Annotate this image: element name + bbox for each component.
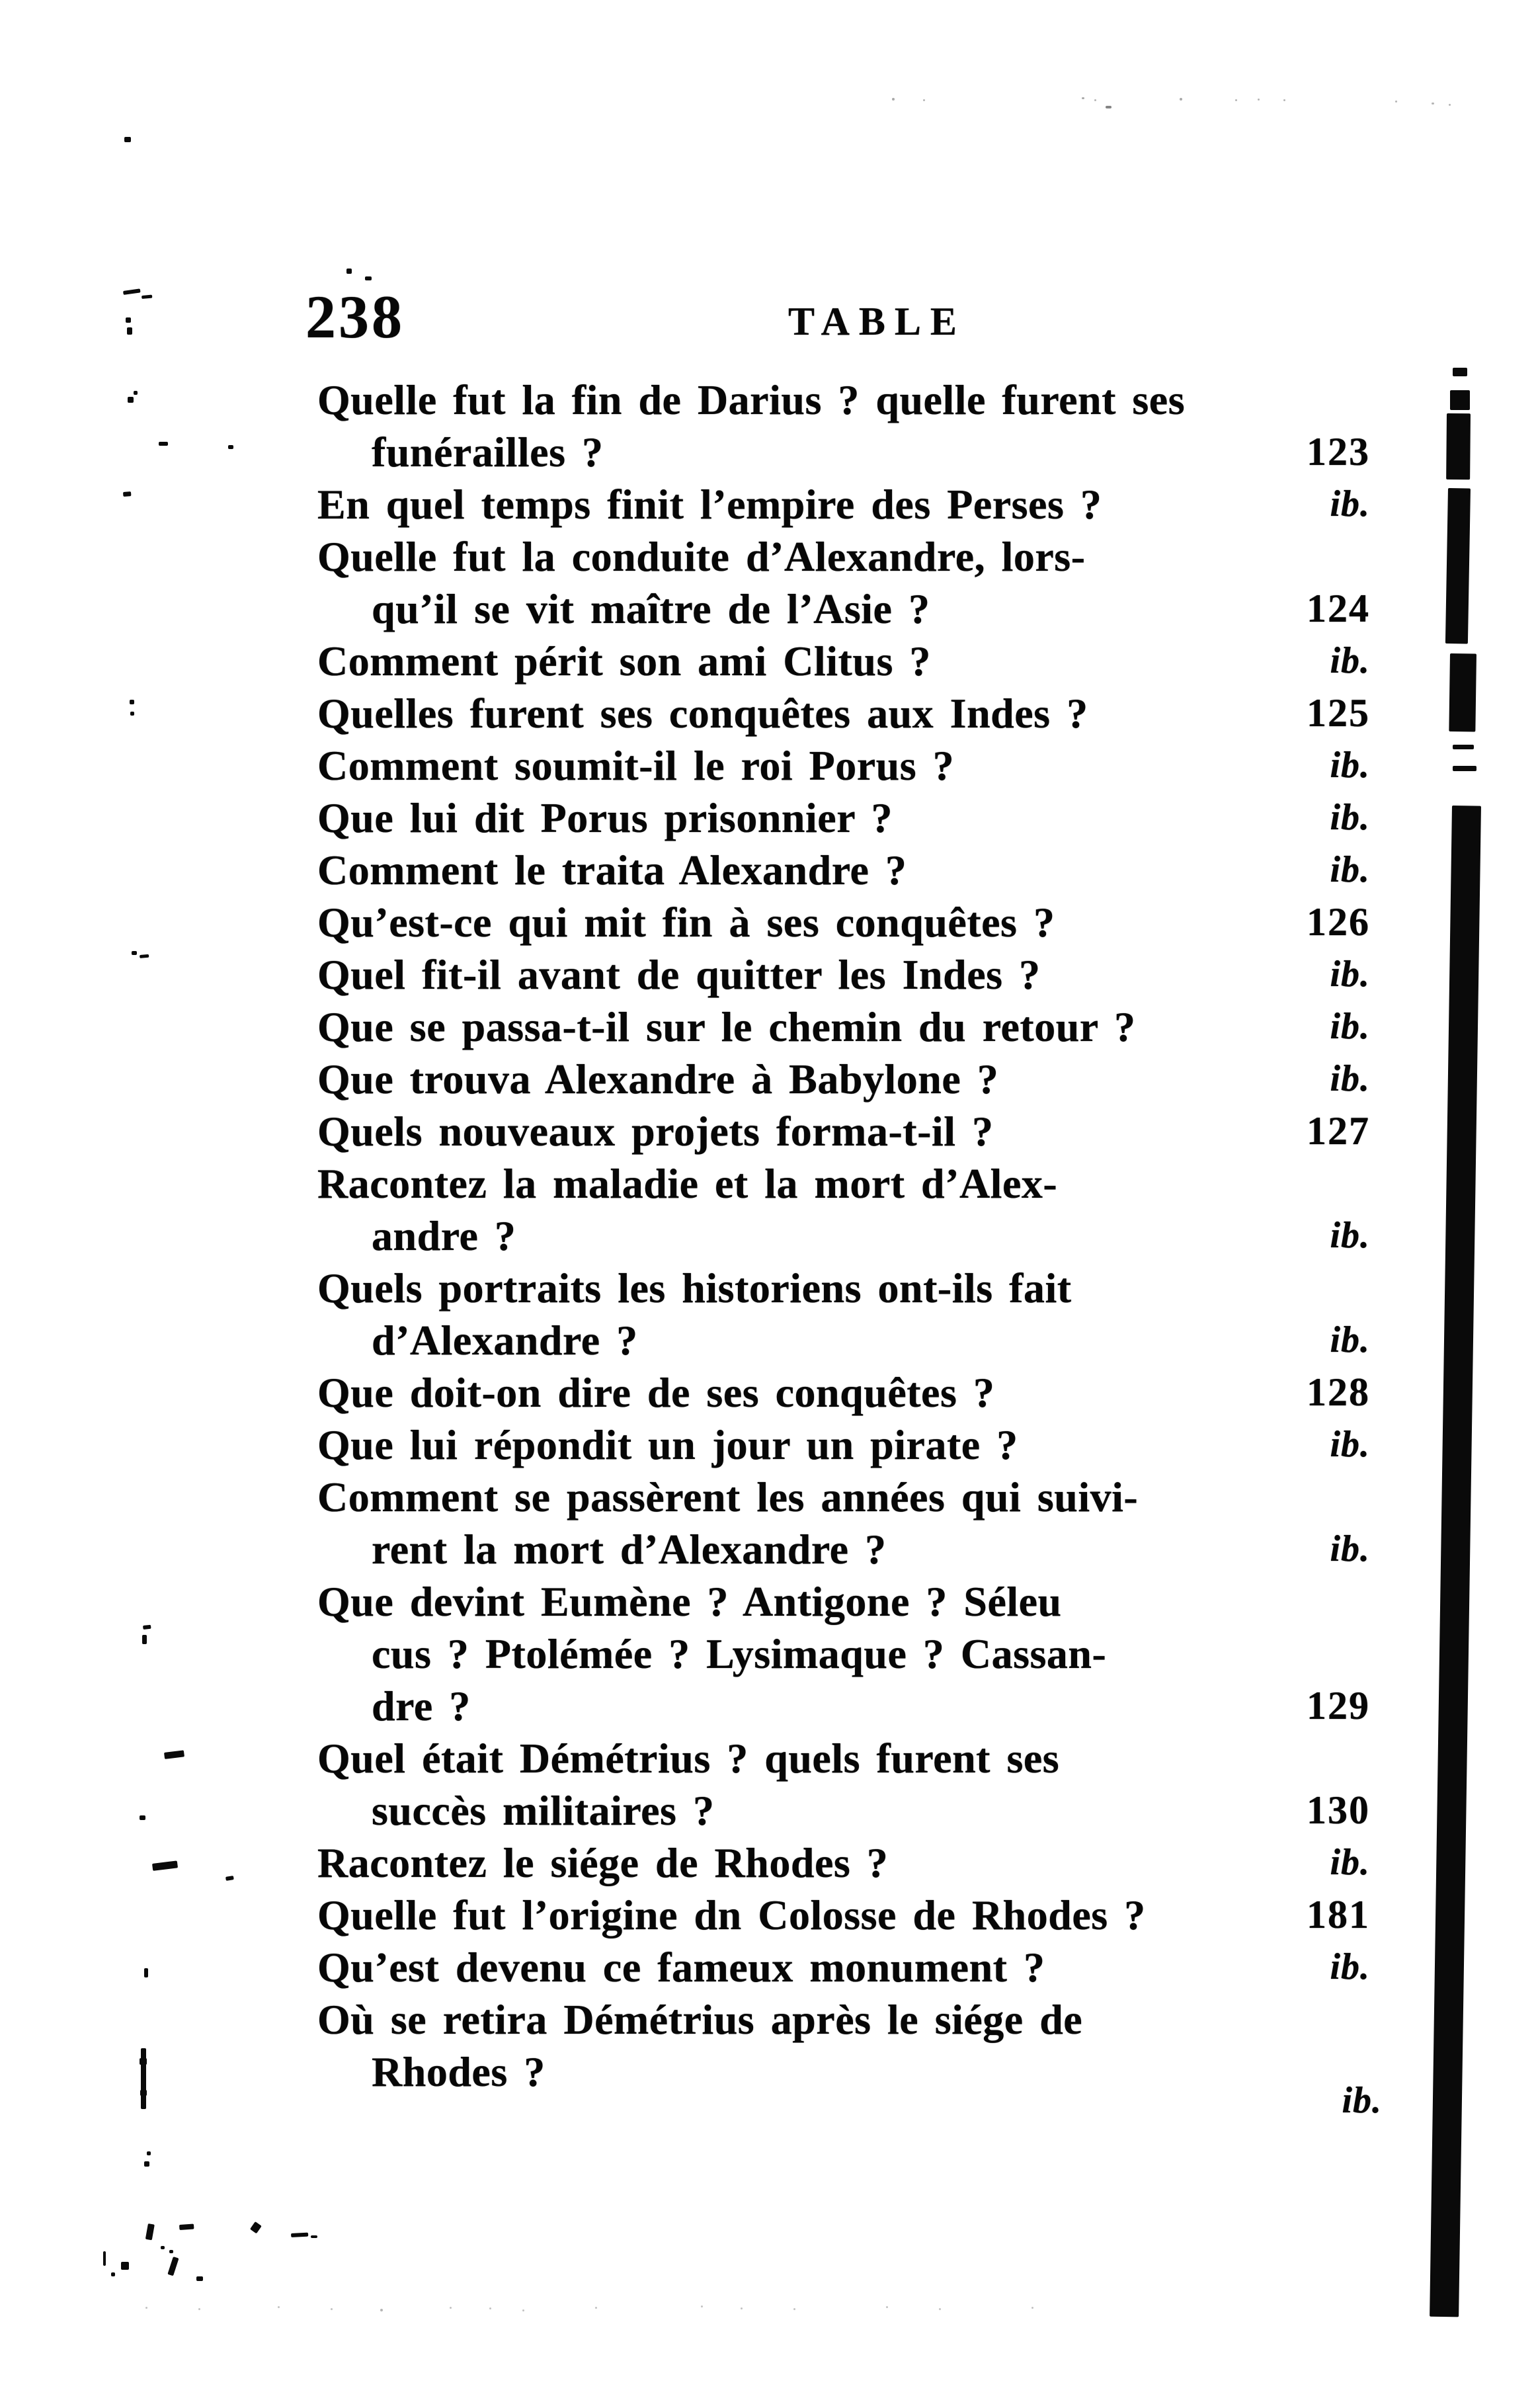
ink-mark (1449, 104, 1451, 106)
toc-entry-text: Qu’est-ce qui mit fin à ses conquêtes ? (317, 899, 1055, 946)
ink-mark (140, 1815, 145, 1820)
page-number: 238 (305, 283, 405, 351)
ink-mark (1446, 413, 1471, 479)
ink-mark (595, 2307, 597, 2309)
ink-mark (1445, 488, 1471, 644)
toc-entry (317, 1314, 1370, 1366)
ink-mark (380, 2309, 383, 2311)
toc-entry-text: succès militaires ? (372, 1787, 715, 1834)
toc-entry-page-ref: ib. (1330, 1006, 1370, 1047)
toc-entry-page-ref: ib. (1330, 849, 1370, 890)
ink-mark (346, 269, 352, 274)
toc-entry-text: Que doit-on dire de ses conquêtes ? (317, 1369, 995, 1416)
toc-entry (317, 792, 1370, 844)
toc-entry-text: En quel temps finit l’empire des Perses ? (317, 481, 1102, 528)
toc-entry (317, 687, 1370, 739)
ink-mark (152, 1860, 178, 1871)
toc-entry (317, 739, 1370, 792)
ink-mark (1395, 101, 1397, 103)
ink-mark (1283, 99, 1285, 101)
ink-mark (140, 2090, 147, 2096)
ink-mark (1432, 103, 1434, 104)
toc-entry-page-ref: ib. (1330, 954, 1370, 995)
toc-entry-text: Rhodes ? (372, 2048, 546, 2095)
ink-mark (1449, 653, 1476, 732)
ink-mark (1453, 766, 1476, 771)
toc-entry-page-ref: 127 (1307, 1109, 1370, 1153)
ink-mark (159, 442, 168, 446)
toc-entry-text: Quel fit-il avant de quitter les Indes ? (317, 951, 1041, 998)
toc-entry-page-ref: ib. (1330, 797, 1370, 838)
toc-entry (317, 1941, 1370, 1993)
toc-entry-text: qu’il se vit maître de l’Asie ? (372, 585, 930, 632)
ink-mark (365, 276, 372, 280)
ink-mark (167, 2257, 179, 2276)
ink-mark (111, 2272, 115, 2276)
toc-entry-page-ref: 125 (1307, 691, 1370, 735)
toc-entry-text: Que devint Eumène ? Antigone ? Séleu (317, 1578, 1062, 1625)
toc-entry (317, 583, 1370, 635)
toc-entry (317, 1889, 1370, 1941)
toc-entry-text: Que se passa-t-il sur le chemin du retour ? (317, 1003, 1136, 1050)
toc-entry-text: Comment le traita Alexandre ? (317, 847, 907, 893)
toc-entry-text: Que lui répondit un jour un pirate ? (317, 1421, 1018, 1468)
toc-entry (317, 948, 1370, 1001)
ink-mark (127, 327, 132, 335)
toc-entry (317, 2046, 1382, 2121)
toc-entry-text: Comment soumit-il le roi Porus ? (317, 742, 955, 789)
ink-mark (130, 700, 134, 704)
ink-mark (291, 2233, 308, 2237)
toc-entry (317, 896, 1370, 948)
ink-mark (228, 445, 233, 449)
toc-entry (317, 1784, 1370, 1837)
toc-entry-text: Quels portraits les historiens ont-ils fait (317, 1265, 1072, 1311)
toc-entry (317, 1575, 1370, 1628)
ink-mark (134, 391, 138, 395)
ink-mark (144, 1968, 148, 1977)
toc-entry-page-ref: 181 (1307, 1893, 1370, 1936)
toc-entry-page-ref: 126 (1307, 900, 1370, 944)
ink-mark (1453, 745, 1474, 749)
ink-mark (278, 2306, 280, 2308)
toc-entry-page-ref: ib. (1342, 2080, 1382, 2121)
ink-mark (121, 2262, 129, 2270)
ink-mark (311, 2235, 317, 2238)
ink-mark (141, 2048, 146, 2109)
ink-mark (793, 2308, 795, 2310)
toc-entry (317, 426, 1370, 478)
toc-entry-text: cus ? Ptolémée ? Lysimaque ? Cassan- (372, 1630, 1107, 1677)
ink-mark (1180, 98, 1182, 101)
toc-entry-text: Qu’est devenu ce fameux monument ? (317, 1944, 1045, 1991)
toc-entry-text: rent la mort d’Alexandre ? (372, 1526, 887, 1573)
ink-mark (169, 2250, 173, 2253)
toc-entry (317, 1210, 1370, 1262)
ink-mark (126, 317, 131, 323)
toc-entry-text: Comment périt son ami Clitus ? (317, 638, 931, 685)
toc-entry (317, 1680, 1370, 1732)
toc-entry-page-ref: ib. (1330, 1424, 1370, 1465)
toc-entry (317, 1732, 1370, 1784)
ink-mark (144, 2161, 149, 2167)
toc-entry-page-ref: ib. (1330, 1528, 1370, 1569)
toc-entry-text: Quelle fut la conduite d’Alexandre, lors- (317, 533, 1086, 580)
ink-mark (1235, 99, 1237, 101)
ink-mark (145, 2307, 147, 2309)
toc-entry (317, 1053, 1370, 1105)
toc-entry (317, 1105, 1370, 1157)
ink-mark (145, 2223, 155, 2240)
toc-entry-text: funérailles ? (372, 429, 604, 476)
toc-entry-page-ref: 123 (1307, 430, 1370, 474)
ink-mark (1258, 99, 1260, 101)
ink-mark (198, 2308, 200, 2310)
ink-mark (140, 954, 149, 958)
ink-mark (179, 2223, 194, 2230)
ink-mark (123, 288, 141, 295)
toc-entry-text: d’Alexandre ? (372, 1317, 638, 1364)
toc-entry-text: Que lui dit Porus prisonnier ? (317, 794, 893, 841)
ink-mark (939, 2308, 941, 2310)
ink-mark (124, 137, 131, 142)
ink-mark (250, 2221, 262, 2233)
toc-entry (317, 478, 1370, 530)
toc-entry-text: Que trouva Alexandre à Babylone ? (317, 1056, 999, 1102)
toc-entry-page-ref: ib. (1330, 745, 1370, 786)
ink-mark (892, 98, 895, 101)
ink-mark (225, 1876, 234, 1881)
toc-entry (317, 530, 1370, 583)
toc-entry-text: dre ? (372, 1682, 471, 1729)
toc-entry-text: Comment se passèrent les années qui suivi- (317, 1474, 1139, 1520)
toc-entry-text: Quelle fut l’origine dn Colosse de Rhodes ? (317, 1891, 1146, 1938)
toc-entry-text: Où se retira Démétrius après le siége de (317, 1996, 1083, 2043)
ink-mark (147, 2151, 151, 2155)
toc-entry (317, 1366, 1370, 1419)
toc-entry (317, 1993, 1370, 2046)
toc-entry (317, 1419, 1370, 1471)
toc-entry-page-ref: ib. (1330, 1058, 1370, 1099)
toc-entry-page-ref: ib. (1330, 640, 1370, 681)
ink-mark (701, 2305, 703, 2307)
toc-entry-text: Quelles furent ses conquêtes aux Indes ? (317, 690, 1088, 737)
toc-entry (317, 1001, 1370, 1053)
ink-mark (741, 2307, 743, 2309)
toc-entry (317, 1262, 1370, 1314)
ink-mark (489, 2307, 491, 2309)
ink-mark (103, 2251, 106, 2266)
toc-entry-page-ref: ib. (1330, 483, 1370, 524)
toc-entry (317, 844, 1370, 896)
toc-entry-text: andre ? (372, 1212, 516, 1259)
ink-mark (1094, 99, 1096, 101)
ink-mark (161, 2246, 165, 2249)
ink-mark (196, 2276, 203, 2281)
toc-entry-text: Quels nouveaux projets forma-t-il ? (317, 1108, 994, 1155)
ink-mark (164, 1750, 184, 1759)
ink-mark (1031, 2307, 1033, 2309)
toc-entry-page-ref: ib. (1330, 1319, 1370, 1360)
toc-entry (317, 635, 1370, 687)
ink-mark (130, 712, 134, 716)
ink-mark (132, 951, 137, 955)
ink-mark (1106, 106, 1112, 108)
toc-entry-page-ref: 129 (1307, 1684, 1370, 1727)
toc-entry-text: Racontez la maladie et la mort d’Alex- (317, 1160, 1058, 1207)
toc-entry (317, 1628, 1370, 1680)
toc-entry-page-ref: 130 (1307, 1788, 1370, 1832)
toc-entry (317, 1471, 1370, 1523)
ink-mark (522, 2309, 524, 2311)
toc-entry-text: Racontez le siége de Rhodes ? (317, 1839, 889, 1886)
ink-mark (331, 2308, 333, 2310)
toc-entry (317, 1523, 1370, 1575)
ink-mark (450, 2307, 452, 2309)
page-title: TABLE (788, 300, 966, 343)
ink-mark (923, 99, 925, 101)
table-of-contents (317, 374, 1382, 2121)
ink-mark (1082, 97, 1084, 99)
toc-entry-page-ref: ib. (1330, 1946, 1370, 1987)
ink-mark (140, 2058, 147, 2065)
ink-mark (123, 491, 131, 497)
toc-entry-text: Quel était Démétrius ? quels furent ses (317, 1735, 1060, 1782)
toc-entry (317, 1157, 1370, 1210)
toc-entry-page-ref: ib. (1330, 1842, 1370, 1883)
ink-mark (1453, 368, 1467, 376)
toc-entry (317, 374, 1370, 426)
toc-entry-page-ref: 128 (1307, 1370, 1370, 1414)
toc-entry-page-ref: ib. (1330, 1215, 1370, 1256)
ink-mark (886, 2306, 888, 2308)
ink-mark (1450, 390, 1470, 410)
toc-entry (317, 1837, 1370, 1889)
toc-entry-text: Quelle fut la fin de Darius ? quelle furent ses (317, 376, 1186, 423)
ink-mark (1430, 806, 1481, 2317)
toc-entry-page-ref: 124 (1307, 587, 1370, 630)
ink-mark (142, 1635, 147, 1644)
ink-mark (128, 397, 134, 403)
ink-mark (141, 295, 152, 299)
ink-mark (143, 1625, 151, 1630)
